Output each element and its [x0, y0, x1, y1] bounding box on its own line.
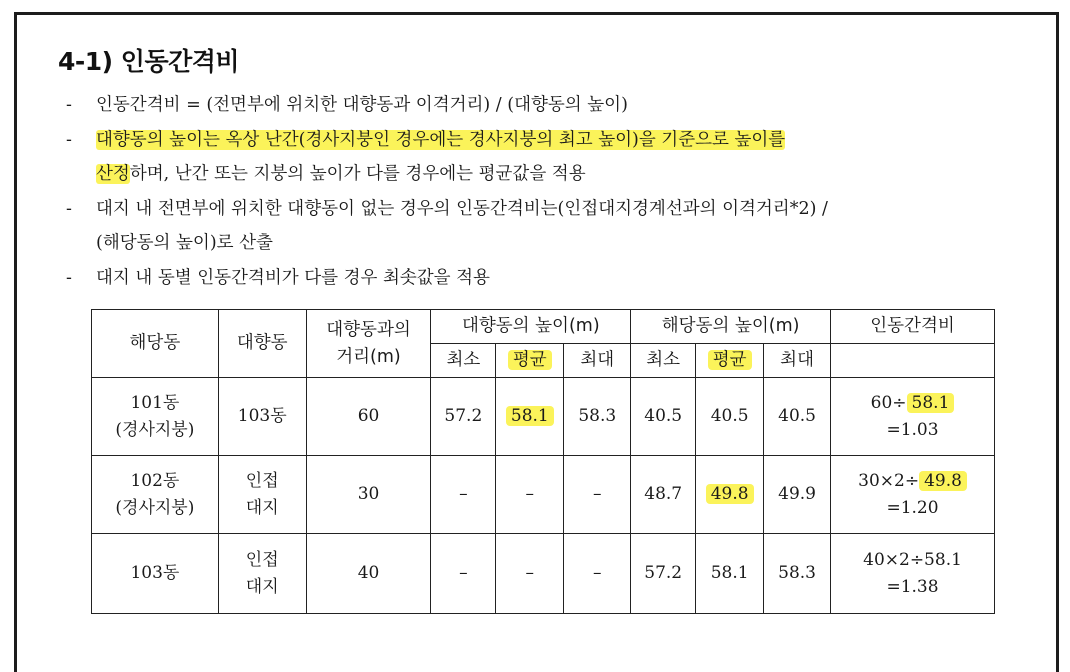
cell-own-avg: 40.5 — [696, 378, 764, 456]
cell-building: 103동 — [92, 534, 219, 614]
table-row — [92, 456, 995, 534]
subheader-max: 최대 — [564, 344, 631, 378]
subheader-min: 최소 — [631, 344, 696, 378]
cell-own-avg: 58.1 — [696, 534, 764, 614]
subheader-empty — [831, 344, 995, 378]
cell-distance: 30 — [306, 456, 431, 534]
bullet-item — [66, 261, 1026, 296]
cell-building: 101동 (경사지붕) — [92, 378, 219, 456]
bullet-dash: - — [66, 129, 72, 150]
highlighted-text: 산정 — [96, 164, 130, 184]
cell-opp-min: 57.2 — [431, 378, 496, 456]
cell-own-avg: 49.8 — [696, 456, 764, 534]
bullet-dash: - — [66, 95, 72, 115]
header-opposite-building: 대향동 — [218, 310, 306, 378]
cell-opp-min: – — [431, 534, 496, 614]
bullet-dash: - — [66, 267, 72, 288]
bullet-line: (해당동의 높이)로 산출 — [96, 233, 273, 253]
subheader-avg: 평균 — [496, 344, 564, 378]
header-building: 해당동 — [92, 310, 219, 378]
table-row — [92, 378, 995, 456]
header-distance: 대향동과의 거리(m) — [306, 310, 431, 378]
bullet-text: 인동간격비 = (전면부에 위치한 대향동과 이격거리) / (대향동의 높이) — [96, 95, 628, 115]
subheader-min: 최소 — [431, 344, 496, 378]
cell-opp-avg: 58.1 — [496, 378, 564, 456]
cell-own-min: 40.5 — [631, 378, 696, 456]
cell-ratio: 60÷ 58.1 =1.03 — [831, 378, 995, 456]
cell-own-min: 48.7 — [631, 456, 696, 534]
table-header-row — [92, 310, 995, 344]
header-own-height: 해당동의 높이(m) — [631, 310, 831, 344]
spacing-ratio-table — [91, 309, 995, 614]
cell-opp-avg: – — [496, 456, 564, 534]
bullet-text — [96, 192, 1026, 261]
cell-opposite: 인접 대지 — [218, 534, 306, 614]
cell-opp-min: – — [431, 456, 496, 534]
subheader-max: 최대 — [764, 344, 831, 378]
cell-building: 102동 (경사지붕) — [92, 456, 219, 534]
bullet-text — [96, 123, 1026, 192]
cell-own-min: 57.2 — [631, 534, 696, 614]
cell-opp-max: – — [564, 456, 631, 534]
cell-own-max: 40.5 — [764, 378, 831, 456]
cell-opp-max: 58.3 — [564, 378, 631, 456]
bullet-item — [66, 123, 1026, 192]
header-spacing-ratio: 인동간격비 — [831, 310, 995, 344]
bullet-text: 대지 내 동별 인동간격비가 다를 경우 최솟값을 적용 — [96, 267, 490, 288]
table-row — [92, 534, 995, 614]
subheader-avg: 평균 — [696, 344, 764, 378]
cell-distance: 40 — [306, 534, 431, 614]
cell-opposite: 103동 — [218, 378, 306, 456]
cell-ratio: 30×2÷ 49.8 =1.20 — [831, 456, 995, 534]
highlighted-text: 대향동의 높이는 옥상 난간(경사지붕인 경우에는 경사지붕의 최고 높이)을 기준으로 높이를 — [96, 129, 786, 150]
bullet-item — [66, 192, 1026, 261]
cell-opposite: 인접 대지 — [218, 456, 306, 534]
cell-own-max: 49.9 — [764, 456, 831, 534]
section-title: 4-1) 인동간격비 — [58, 47, 240, 76]
cell-distance: 60 — [306, 378, 431, 456]
bullet-text-rest: 하며, 난간 또는 지붕의 높이가 다를 경우에는 평균값을 적용 — [129, 164, 586, 184]
bullet-dash: - — [66, 198, 72, 219]
header-opposite-height: 대향동의 높이(m) — [431, 310, 631, 344]
bullet-list — [66, 88, 1026, 295]
cell-ratio: 40×2÷58.1 =1.38 — [831, 534, 995, 614]
cell-opp-max: – — [564, 534, 631, 614]
cell-opp-avg: – — [496, 534, 564, 614]
bullet-item — [66, 88, 1026, 123]
cell-own-max: 58.3 — [764, 534, 831, 614]
bullet-line: 대지 내 전면부에 위치한 대향동이 없는 경우의 인동간격비는(인접대지경계선과의 이격거리*2) / — [96, 198, 828, 219]
